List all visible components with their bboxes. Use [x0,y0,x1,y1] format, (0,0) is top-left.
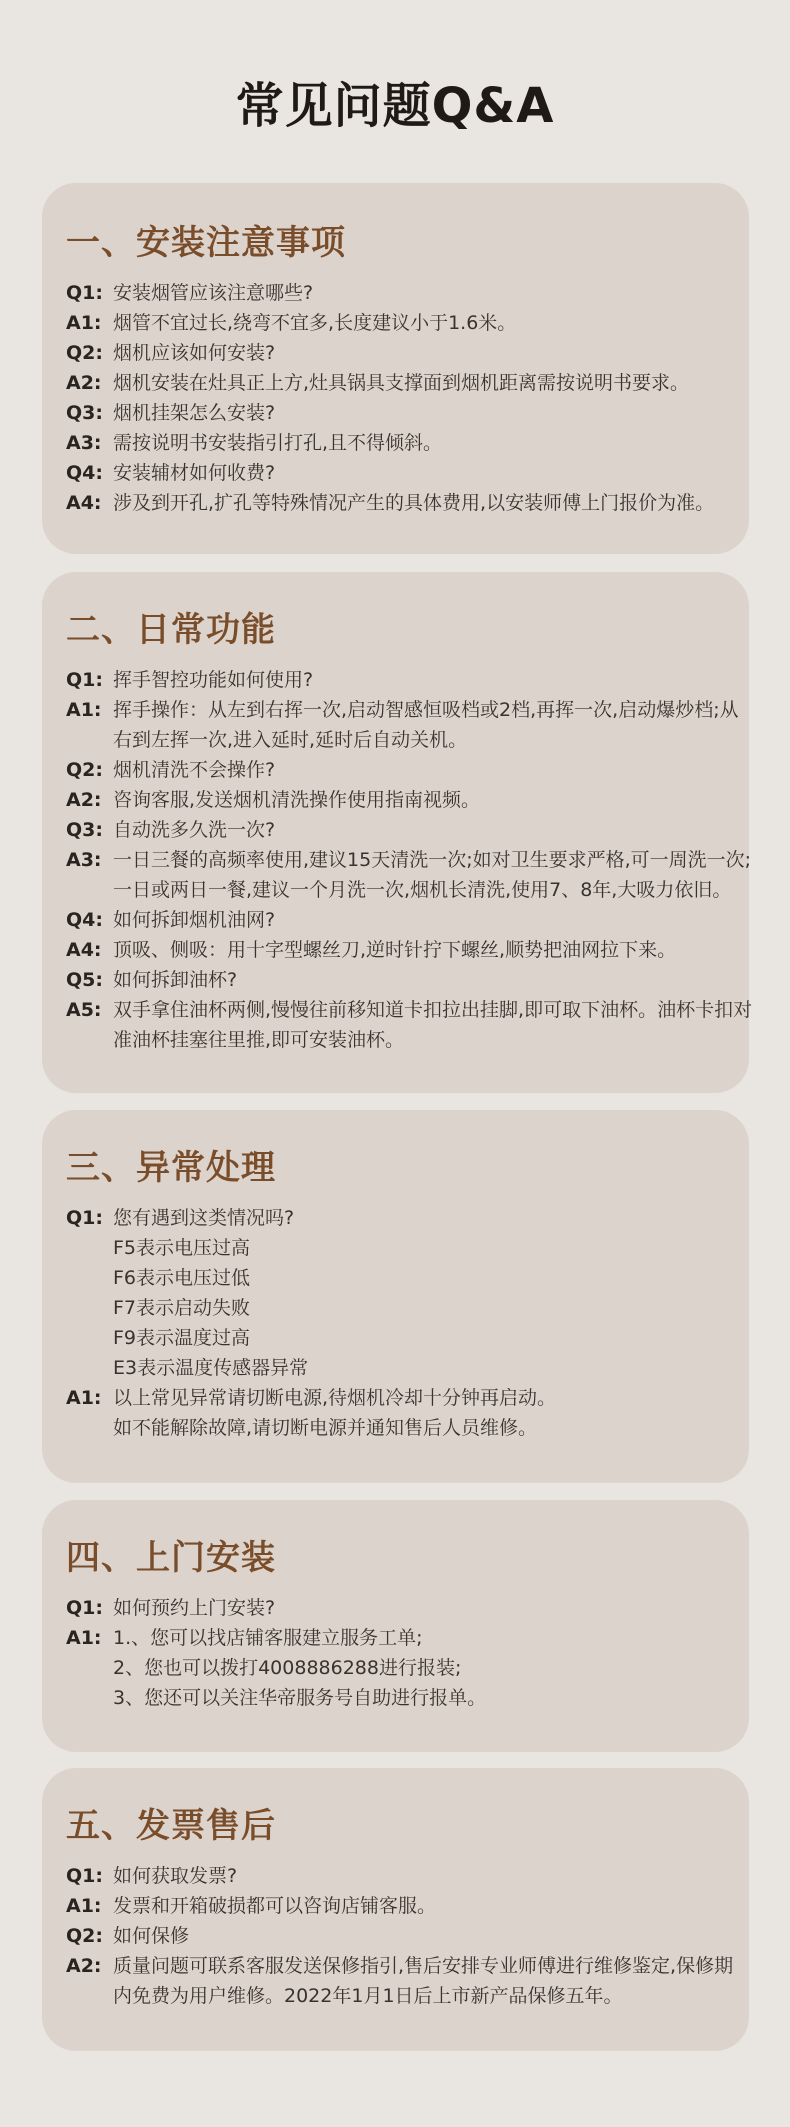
qa-tag: Q1: [66,1597,103,1619]
qa-row [66,428,725,458]
qa-row [66,398,725,428]
qa-text [113,368,725,398]
qa-row [66,1921,725,1951]
error-code-line: E3表示温度传感器异常 [113,1357,309,1379]
faq-card-invoice-after-sales [42,1768,749,2051]
qa-text [113,488,725,518]
qa-line: 2、您也可以拨打4008886288进行报装; [113,1657,462,1679]
qa-line: 3、您还可以关注华帝服务号自助进行报单。 [113,1687,487,1709]
qa-line: 烟机清洗不会操作? [113,759,276,781]
error-code-line: F9表示温度过高 [113,1327,251,1349]
qa-line: 如不能解除故障,请切断电源并通知售后人员维修。 [113,1417,538,1439]
qa-row [66,845,752,905]
section-heading: 二、日常功能 [66,610,276,650]
qa-line: 准油杯挂塞往里推,即可安装油杯。 [113,1029,405,1051]
qa-row [66,995,753,1055]
qa-tag: A2: [66,372,102,394]
qa-text [113,935,725,965]
qa-line: 以上常见异常请切断电源,待烟机冷却十分钟再启动。 [113,1387,557,1409]
qa-tag: Q4: [66,462,103,484]
qa-list [66,665,753,1055]
qa-text [113,815,725,845]
qa-line: 如何获取发票? [113,1865,238,1887]
qa-row [66,905,725,935]
qa-text [113,278,725,308]
qa-text [113,785,725,815]
qa-row [66,965,725,995]
qa-line: 挥手操作：从左到右挥一次,启动智感恒吸档或2档,再挥一次,启动爆炒档;从 [113,699,739,721]
qa-row [66,665,725,695]
qa-text [113,308,725,338]
qa-row [66,755,725,785]
section-heading: 五、发票售后 [66,1806,276,1846]
qa-list [66,1861,734,2011]
qa-tag: Q2: [66,342,103,364]
qa-text [113,1623,725,1713]
qa-line: 如何预约上门安装? [113,1597,276,1619]
qa-text [113,1593,725,1623]
qa-text [113,1383,725,1443]
qa-list [66,1203,725,1443]
qa-tag: A1: [66,1387,102,1409]
qa-line: 内免费为用户维修。2022年1月1日后上市新产品保修五年。 [113,1985,623,2007]
qa-line: 右到左挥一次,进入延时,延时后自动关机。 [113,729,468,751]
qa-line: 烟机安装在灶具正上方,灶具锅具支撑面到烟机距离需按说明书要求。 [113,372,690,394]
qa-tag: A2: [66,789,102,811]
qa-row [66,1891,725,1921]
qa-tag: A3: [66,432,102,454]
qa-text [113,965,725,995]
error-code-line: F5表示电压过高 [113,1237,251,1259]
qa-row [66,1861,725,1891]
qa-line: 顶吸、侧吸：用十字型螺丝刀,逆时针拧下螺丝,顺势把油网拉下来。 [113,939,677,961]
page-title: 常见问题Q&A [235,78,555,134]
qa-line: 质量问题可联系客服发送保修指引,售后安排专业师傅进行维修鉴定,保修期 [113,1955,734,1977]
qa-tag: Q1: [66,1865,103,1887]
qa-line: 安装辅材如何收费? [113,462,276,484]
qa-list [66,1593,725,1713]
faq-card-installation-notes [42,183,749,554]
qa-list [66,278,725,518]
qa-line: 烟机应该如何安装? [113,342,276,364]
qa-tag: A1: [66,1627,102,1649]
qa-row [66,368,725,398]
qa-text [113,695,739,755]
qa-tag: A1: [66,699,102,721]
qa-line: 您有遇到这类情况吗? [113,1207,295,1229]
qa-tag: Q1: [66,282,103,304]
qa-text [113,398,725,428]
qa-tag: A4: [66,939,102,961]
qa-text [113,458,725,488]
qa-text [113,1861,725,1891]
qa-row [66,1593,725,1623]
qa-row [66,458,725,488]
qa-tag: Q2: [66,1925,103,1947]
qa-tag: Q1: [66,669,103,691]
qa-text [113,338,725,368]
qa-line: 一日三餐的高频率使用,建议15天清洗一次;如对卫生要求严格,可一周洗一次; [113,849,752,871]
qa-row [66,1623,725,1713]
qa-tag: A1: [66,1895,102,1917]
qa-row [66,695,739,755]
qa-tag: Q1: [66,1207,103,1229]
qa-tag: Q4: [66,909,103,931]
qa-tag: Q3: [66,402,103,424]
qa-line: 需按说明书安装指引打孔,且不得倾斜。 [113,432,443,454]
faq-card-troubleshooting [42,1110,749,1483]
qa-line: 发票和开箱破损都可以咨询店铺客服。 [113,1895,437,1917]
faq-card-daily-functions [42,572,753,1093]
qa-text [113,1891,725,1921]
section-heading: 一、安装注意事项 [66,223,346,263]
qa-line: 烟管不宜过长,绕弯不宜多,长度建议小于1.6米。 [113,312,517,334]
section-heading: 四、上门安装 [66,1538,276,1578]
qa-line: 1.、您可以找店铺客服建立服务工单; [113,1627,423,1649]
qa-line: 涉及到开孔,扩孔等特殊情况产生的具体费用,以安装师傅上门报价为准。 [113,492,715,514]
qa-line: 如何拆卸烟机油网? [113,909,276,931]
qa-text [113,755,725,785]
qa-tag: A1: [66,312,102,334]
qa-text [113,1951,733,2011]
qa-text [113,905,725,935]
qa-text [113,1203,725,1383]
qa-line: 双手拿住油杯两侧,慢慢往前移知道卡扣拉出挂脚,即可取下油杯。油杯卡扣对 [113,999,753,1021]
qa-text [113,845,751,905]
qa-row [66,815,725,845]
error-code-line: F6表示电压过低 [113,1267,251,1289]
qa-tag: Q2: [66,759,103,781]
qa-row [66,308,725,338]
error-code-line: F7表示启动失败 [113,1297,251,1319]
qa-row [66,338,725,368]
qa-line: 安装烟管应该注意哪些? [113,282,314,304]
qa-tag: A4: [66,492,102,514]
qa-tag: A3: [66,849,102,871]
qa-line: 如何拆卸油杯? [113,969,238,991]
qa-row [66,785,725,815]
section-heading: 三、异常处理 [66,1148,276,1188]
qa-text [113,995,752,1055]
qa-text [113,428,725,458]
qa-tag: Q5: [66,969,103,991]
qa-tag: Q3: [66,819,103,841]
qa-text [113,665,725,695]
qa-line: 如何保修 [113,1925,190,1947]
qa-row [66,278,725,308]
qa-row [66,1383,725,1443]
qa-tag: A5: [66,999,102,1021]
qa-line: 烟机挂架怎么安装? [113,402,276,424]
qa-line: 挥手智控功能如何使用? [113,669,314,691]
qa-row [66,488,725,518]
qa-text [113,1921,725,1951]
qa-line: 咨询客服,发送烟机清洗操作使用指南视频。 [113,789,481,811]
faq-card-home-installation [42,1500,749,1752]
qa-tag: A2: [66,1955,102,1977]
qa-row [66,1951,734,2011]
qa-line: 一日或两日一餐,建议一个月洗一次,烟机长清洗,使用7、8年,大吸力依旧。 [113,879,732,901]
qa-row [66,1203,725,1383]
qa-row [66,935,725,965]
qa-line: 自动洗多久洗一次? [113,819,276,841]
